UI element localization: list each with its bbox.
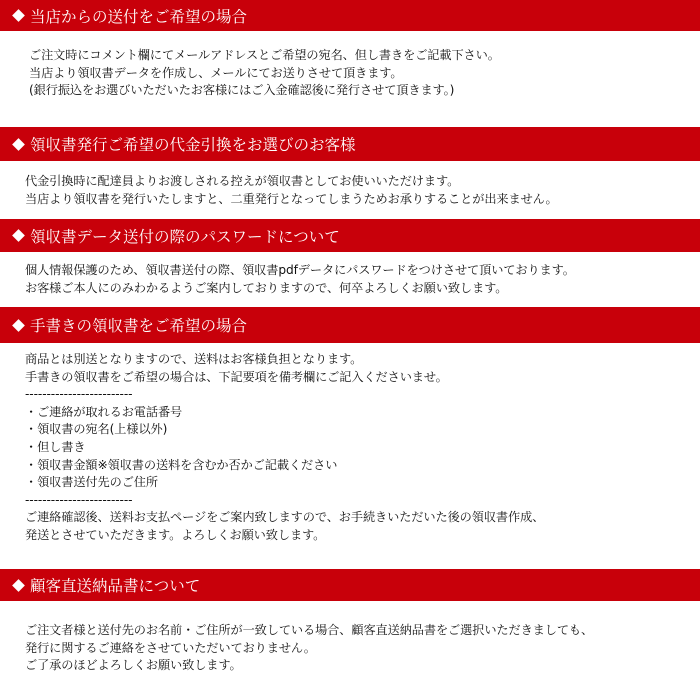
body-line: 手書きの領収書をご希望の場合は、下記要項を備考欄にご記入くださいませ。	[25, 369, 448, 384]
section-header-handwritten	[0, 307, 700, 343]
section-header-direct-delivery	[0, 569, 700, 601]
body-line: ご連絡確認後、送料お支払ページをご案内致しますので、お手続きいただいた後の領収書作成、	[25, 510, 545, 525]
list-item: ・領収書の宛名(上様以外)	[25, 422, 168, 437]
body-line: (銀行振込をお選びいただいたお客様にはご入金確認後に発行させて頂きます。)	[29, 83, 455, 98]
section-heading: 手書きの領収書をご希望の場合	[30, 317, 248, 335]
list-item: ・領収書金額※領収書の送料を含むか否かご記載ください	[25, 457, 338, 472]
body-line: ご了承のほどよろしくお願い致します。	[25, 658, 242, 673]
section-body-cash-on-delivery	[25, 173, 558, 208]
diamond-icon	[12, 9, 25, 22]
body-line: 商品とは別送となりますので、送料はお客様負担となります。	[25, 352, 363, 366]
diamond-icon	[12, 319, 25, 332]
section-heading: 顧客直送納品書について	[30, 577, 201, 595]
body-line: お客様ご本人にのみわかるようご案内しておりますので、何卒よろしくお願い致します。	[25, 280, 508, 295]
divider-line: -------------------------	[25, 492, 133, 507]
body-line: ご注文時にコメント欄にてメールアドレスとご希望の宛名、但し書きをご記載下さい。	[29, 48, 500, 62]
section-body-store-delivery	[29, 47, 500, 100]
diamond-icon	[12, 138, 25, 151]
body-line: 当店より領収書データを作成し、メールにてお送りさせて頂きます。	[29, 65, 403, 80]
section-header-store-delivery	[0, 0, 700, 31]
section-body-handwritten	[25, 351, 544, 545]
body-line: 発送とさせていただきます。よろしくお願い致します。	[25, 527, 326, 542]
section-header-password	[0, 219, 700, 252]
diamond-icon	[12, 579, 25, 592]
list-item: ・領収書送付先のご住所	[25, 475, 158, 490]
body-line: 当店より領収書を発行いたしますと、二重発行となってしまうためお承りすることが出来ません。	[25, 191, 558, 206]
section-heading: 領収書発行ご希望の代金引換をお選びのお客様	[30, 136, 356, 154]
section-heading: 当店からの送付をご希望の場合	[30, 7, 248, 26]
body-line: 発行に関するご連絡をさせていただいておりません。	[25, 640, 316, 655]
list-item: ・但し書き	[25, 439, 86, 454]
section-body-password	[25, 262, 575, 297]
body-line: ご注文者様と送付先のお名前・ご住所が一致している場合、顧客直送納品書をご選択いただきましても、	[25, 623, 594, 637]
section-body-direct-delivery	[25, 622, 593, 675]
body-line: 個人情報保護のため、領収書送付の際、領収書pdfデータにパスワードをつけさせて頂いております。	[25, 263, 575, 277]
section-header-cash-on-delivery	[0, 127, 700, 161]
body-line: 代金引換時に配達員よりお渡しされる控えが領収書としてお使いいただけます。	[25, 174, 460, 188]
list-item: ・ご連絡が取れるお電話番号	[25, 404, 183, 419]
divider-line: -------------------------	[25, 387, 133, 402]
section-heading: 領収書データ送付の際のパスワードについて	[30, 227, 340, 246]
diamond-icon	[12, 229, 25, 242]
